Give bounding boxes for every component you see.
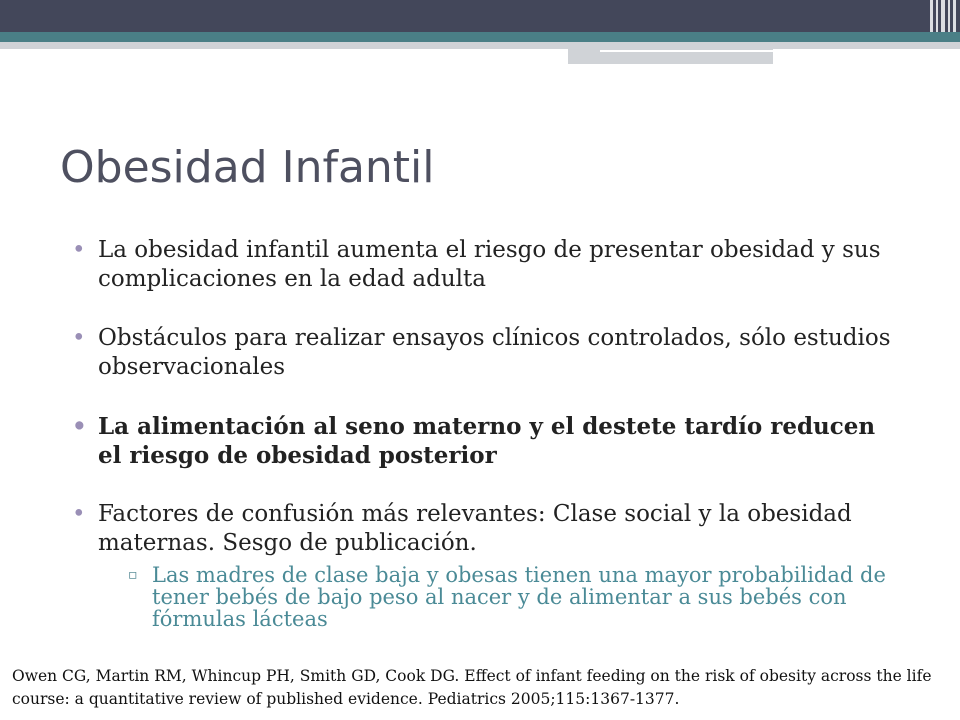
square-bullet-icon: ▫: [128, 567, 138, 583]
slide-title: Obesidad Infantil: [60, 142, 435, 193]
bullet-item: [72, 500, 902, 630]
bullet-text: Factores de confusión más relevantes: Clase social y la obesidad maternas. Sesgo de publicación.: [98, 501, 852, 556]
bullet-text: La obesidad infantil aumenta el riesgo de presentar obesidad y sus complicaciones en la edad adulta: [98, 237, 881, 292]
bullet-dot-icon: •: [72, 237, 86, 263]
bullet-list: [72, 236, 902, 630]
bullet-dot-icon: •: [72, 325, 86, 351]
sub-bullet-text: Las madres de clase baja y obesas tienen una mayor probabilidad de tener bebés de bajo peso al nacer y de alimentar a sus bebés con fórmulas lácteas: [152, 563, 886, 631]
bullet-item: [72, 324, 902, 382]
header-stripes: [928, 0, 960, 32]
bullet-text: La alimentación al seno materno y el destete tardío reducen el riesgo de obesidad posterior: [98, 413, 876, 469]
header-grey-band: [0, 42, 960, 49]
header-accent-bar: [0, 32, 960, 42]
bullet-dot-icon: •: [72, 413, 87, 440]
bullet-dot-icon: •: [72, 501, 86, 527]
header-white-line: [600, 50, 888, 52]
bullet-text: Obstáculos para realizar ensayos clínicos controlados, sólo estudios observacionales: [98, 325, 891, 380]
citation-reference: Owen CG, Martin RM, Whincup PH, Smith GD, Cook DG. Effect of infant feeding on the risk of obesity across the life course: a quantitative review of published evidence. Pediatrics 2005;115:1367-1377.: [12, 667, 932, 708]
header-white-line-2: [775, 60, 960, 62]
sub-bullet-item: [128, 564, 902, 630]
bullet-item: [72, 236, 902, 294]
bullet-item-bold: [72, 412, 902, 470]
header-band: [0, 0, 960, 32]
